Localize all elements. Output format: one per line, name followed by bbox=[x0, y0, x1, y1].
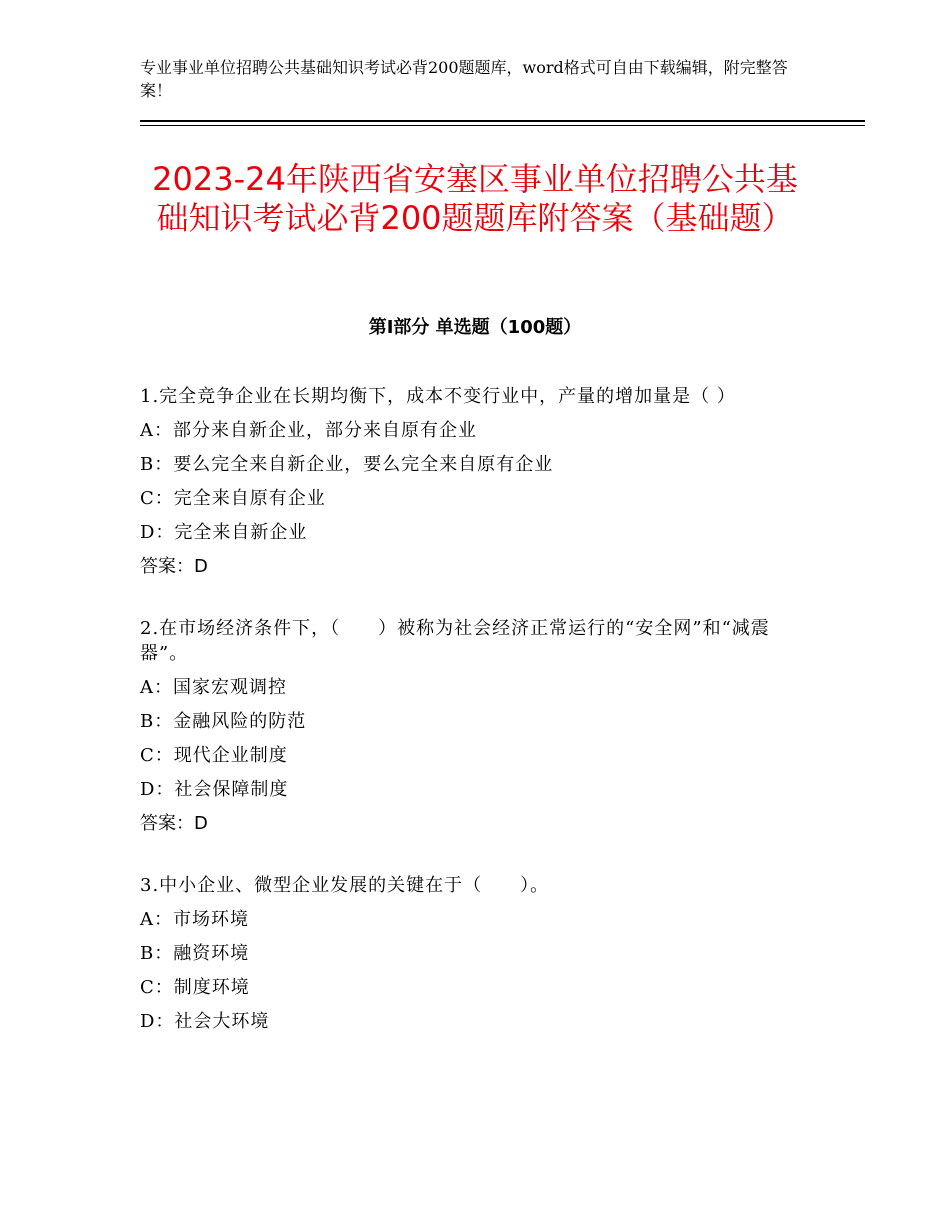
option-c: C：现代企业制度 bbox=[140, 745, 288, 766]
section-heading: 第Ⅰ部分 单选题（100题） bbox=[368, 317, 582, 338]
option-a: A：部分来自新企业，部分来自原有企业 bbox=[140, 420, 477, 441]
question-1 bbox=[140, 384, 790, 579]
answer-line: 答案：D bbox=[140, 813, 208, 834]
option-b: B：要么完全来自新企业，要么完全来自原有企业 bbox=[140, 454, 554, 475]
question-2 bbox=[140, 616, 790, 836]
question-stem: 1.完全竞争企业在长期均衡下，成本不变行业中，产量的增加量是（ ） bbox=[140, 386, 736, 407]
header-rule-thick bbox=[140, 120, 865, 122]
answer-line: 答案：D bbox=[140, 556, 208, 577]
question-list bbox=[140, 384, 790, 1071]
option-b: B：融资环境 bbox=[140, 943, 250, 964]
question-stem: 3.中小企业、微型企业发展的关键在于（ ）。 bbox=[140, 875, 550, 896]
header-note: 专业事业单位招聘公共基础知识考试必背200题题库，word格式可自由下载编辑，附完整答案！ bbox=[140, 58, 788, 100]
option-a: A：国家宏观调控 bbox=[140, 677, 287, 698]
option-d: D：完全来自新企业 bbox=[140, 522, 308, 543]
option-d: D：社会保障制度 bbox=[140, 779, 289, 800]
option-c: C：制度环境 bbox=[140, 977, 250, 998]
question-stem: 2.在市场经济条件下，（ ）被称为社会经济正常运行的“安全网”和“减震器”。 bbox=[140, 618, 770, 664]
option-c: C：完全来自原有企业 bbox=[140, 488, 326, 509]
option-b: B：金融风险的防范 bbox=[140, 711, 307, 732]
option-d: D：社会大环境 bbox=[140, 1011, 270, 1032]
option-a: A：市场环境 bbox=[140, 909, 249, 930]
question-3 bbox=[140, 873, 790, 1034]
header-rule-thin bbox=[140, 125, 865, 126]
document-title: 2023-24年陕西省安塞区事业单位招聘公共基础知识考试必背200题题库附答案（基础题） bbox=[152, 160, 798, 237]
